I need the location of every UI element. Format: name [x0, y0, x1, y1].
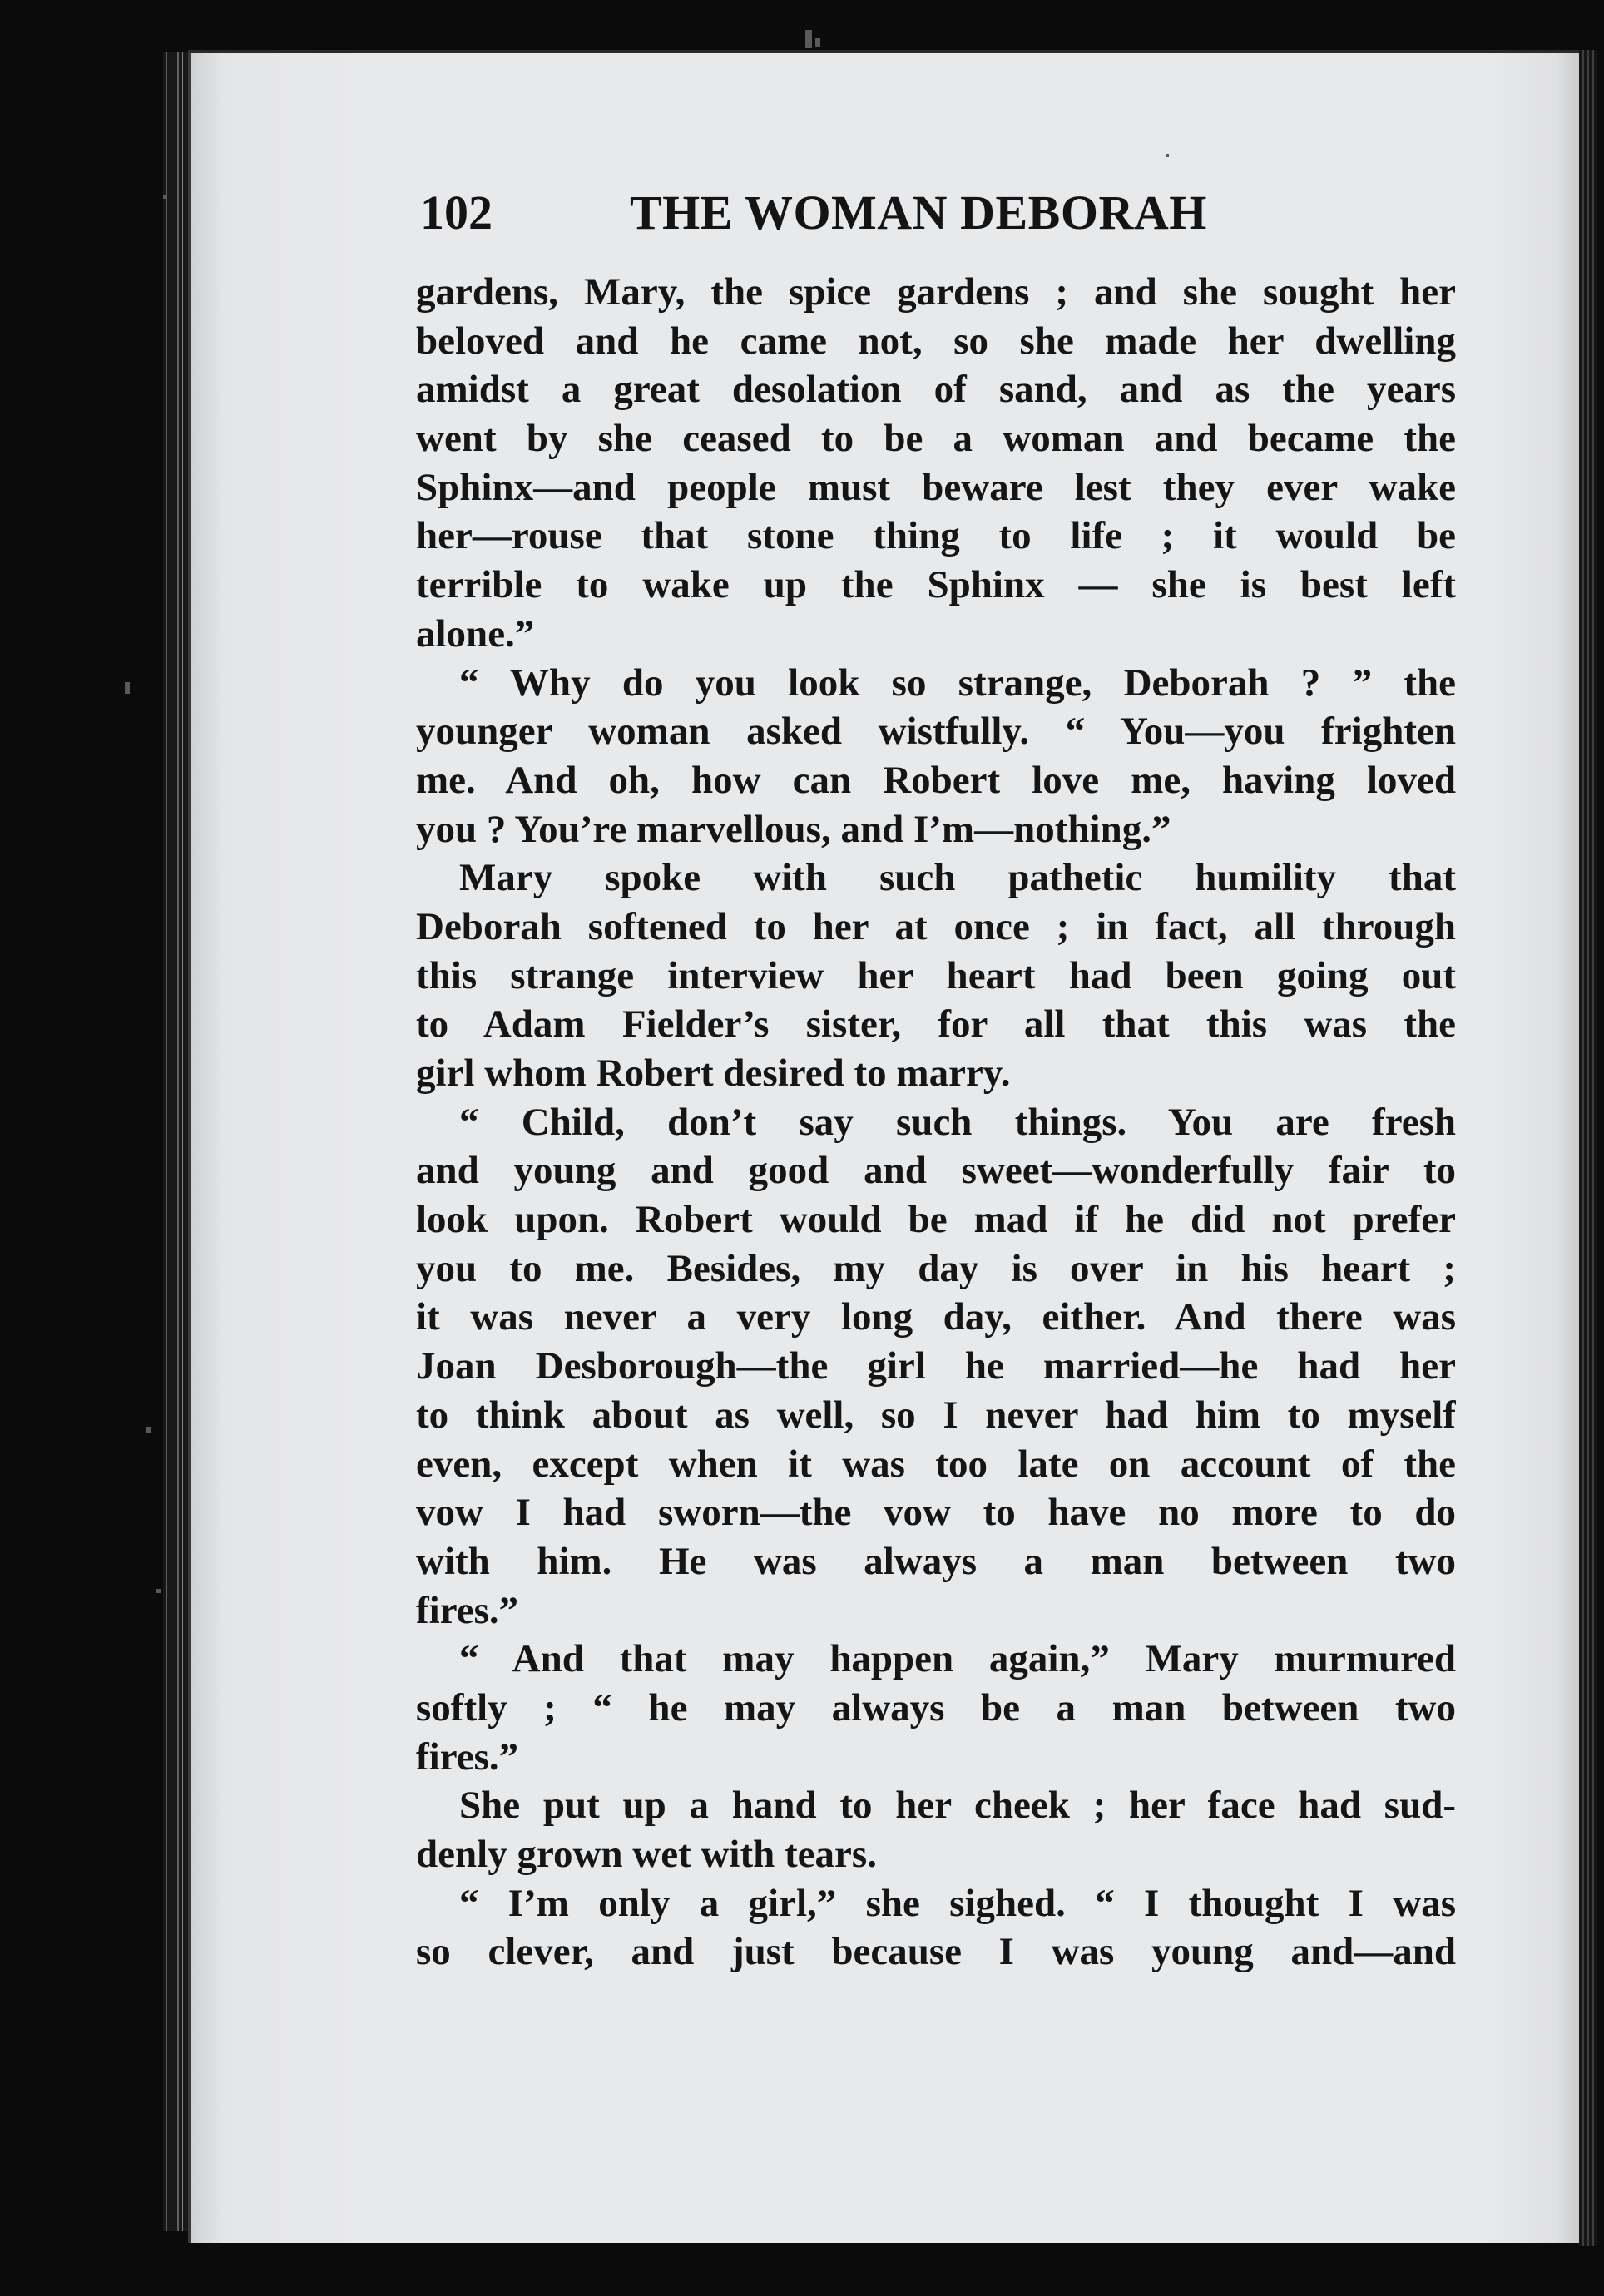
text-line: vow I had sworn—the vow to have no more to do — [416, 1491, 1456, 1535]
text-line: fires.” — [416, 1588, 519, 1632]
text-line: so clever, and just because I was young and—and — [416, 1930, 1456, 1974]
text-line: softly ; “ he may always be a man between two — [416, 1685, 1456, 1729]
text-line: and young and good and sweet—wonderfully fair to — [416, 1149, 1456, 1193]
dust-speck — [805, 30, 812, 48]
text-line: to think about as well, so I never had him to myself — [416, 1393, 1456, 1437]
text-line: Mary spoke with such pathetic humility that — [459, 856, 1456, 900]
text-line: her—rouse that stone thing to life ; it would be — [416, 514, 1456, 558]
text-line: you ? You’re marvellous, and I’m—nothing.” — [416, 807, 1171, 851]
text-line: Sphinx—and people must beware lest they ever wake — [416, 465, 1456, 509]
text-line: to Adam Fielder’s sister, for all that this was the — [416, 1002, 1456, 1047]
text-line: Joan Desborough—the girl he married—he had her — [416, 1344, 1456, 1388]
text-line: denly grown wet with tears. — [416, 1833, 877, 1876]
page-number: 102 — [420, 186, 493, 240]
text-line: terrible to wake up the Sphinx — she is best left — [416, 563, 1456, 607]
text-line: you to me. Besides, my day is over in his heart ; — [416, 1246, 1456, 1290]
text-line: Deborah softened to her at once ; in fact, all through — [416, 904, 1456, 948]
text-line: it was never a very long day, either. And there was — [416, 1295, 1456, 1339]
text-line: younger woman asked wistfully. “ You—you frighten — [416, 710, 1456, 754]
text-line: amidst a great desolation of sand, and as the years — [416, 368, 1456, 412]
page-header — [420, 185, 1260, 243]
text-line: look upon. Robert would be mad if he did not prefer — [416, 1198, 1456, 1242]
dust-speck — [1166, 154, 1169, 157]
body-text — [416, 268, 1456, 1977]
text-line: with him. He was always a man between two — [416, 1539, 1456, 1583]
dust-speck — [163, 195, 166, 199]
text-line: this strange interview her heart had been going out — [416, 953, 1456, 997]
text-line: fires.” — [416, 1734, 519, 1779]
text-line: “ I’m only a girl,” she sighed. “ I thought I was — [459, 1881, 1456, 1925]
dust-speck — [146, 1427, 151, 1433]
dust-speck — [156, 1589, 161, 1593]
text-line: girl whom Robert desired to marry. — [416, 1052, 1011, 1095]
text-line: me. And oh, how can Robert love me, having loved — [416, 758, 1456, 802]
book-binding-edge — [163, 52, 191, 2231]
dust-speck — [125, 682, 130, 694]
dust-speck — [815, 38, 820, 47]
text-line: alone.” — [416, 611, 535, 656]
text-line: beloved and he came not, so she made her dwelling — [416, 319, 1456, 363]
text-line: “ Child, don’t say such things. You are fresh — [459, 1100, 1456, 1144]
text-line: She put up a hand to her cheek ; her face had sud- — [459, 1784, 1456, 1828]
running-head-title: THE WOMAN DEBORAH — [630, 186, 1207, 240]
text-line: went by she ceased to be a woman and became the — [416, 417, 1456, 461]
text-line: “ Why do you look so strange, Deborah ? ” the — [459, 661, 1456, 705]
text-line: “ And that may happen again,” Mary murmured — [459, 1637, 1456, 1681]
page-right-edge — [1579, 50, 1597, 2246]
text-line: gardens, Mary, the spice gardens ; and she sought her — [416, 270, 1456, 314]
text-line: even, except when it was too late on account of the — [416, 1442, 1456, 1486]
